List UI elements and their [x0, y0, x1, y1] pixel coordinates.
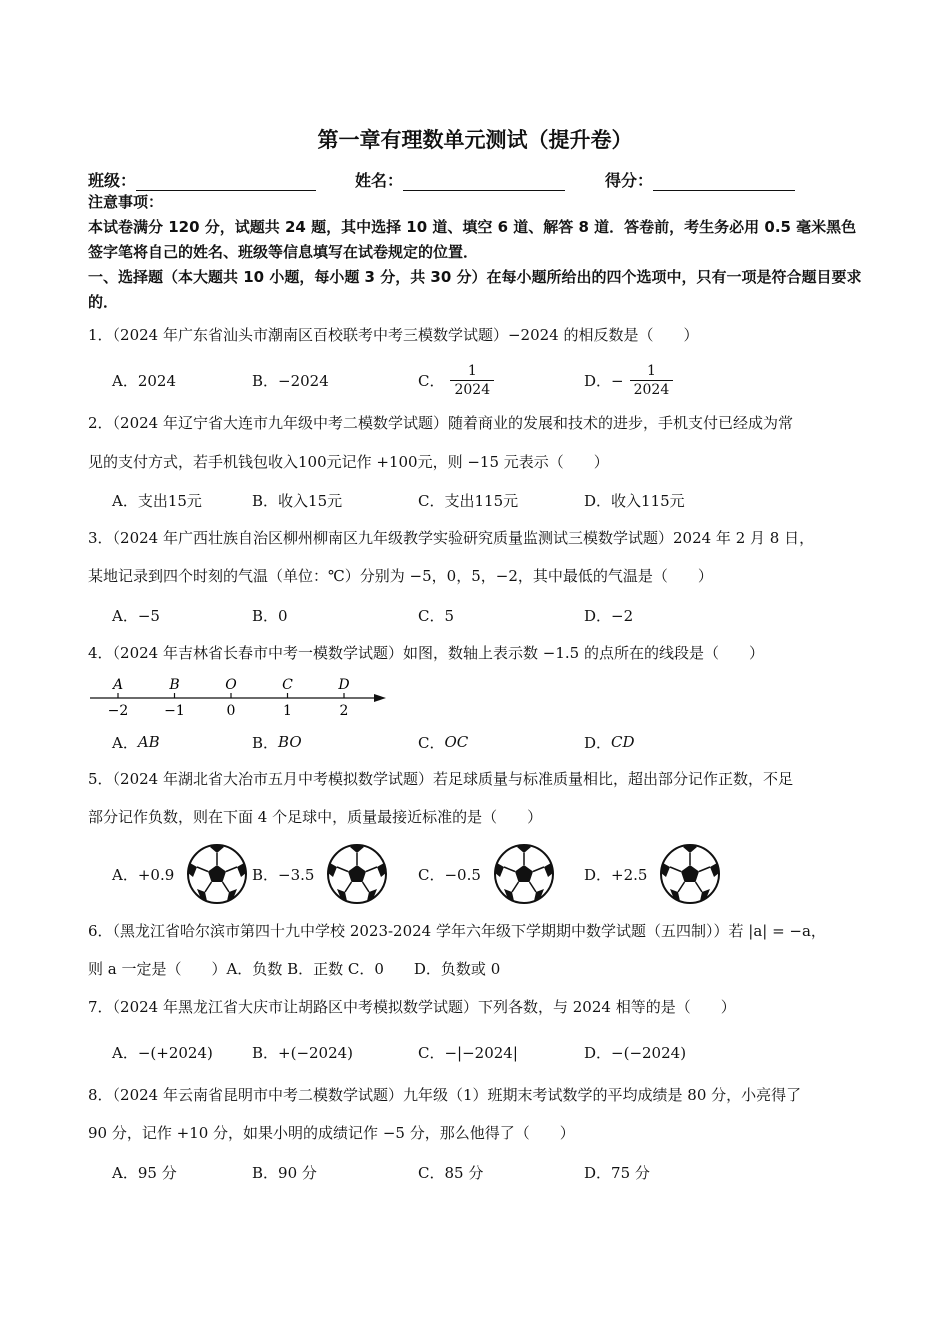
q5-c-label: C．−0.5: [418, 865, 481, 884]
q1-option-b[interactable]: B．−2024: [252, 371, 329, 390]
number-line-figure: [88, 672, 398, 722]
soccer-ball-icon: [186, 843, 248, 905]
q1-option-d[interactable]: [584, 363, 673, 398]
q3-option-a[interactable]: A．−5: [112, 606, 160, 625]
q8-option-b[interactable]: B．90 分: [252, 1163, 317, 1182]
q3-option-b[interactable]: B．0: [252, 606, 288, 625]
question-4-options: [112, 732, 872, 752]
student-info-row: [88, 168, 868, 191]
q7-option-b[interactable]: B．+(−2024): [252, 1043, 354, 1062]
section-heading: 一、选择题（本大题共 10 小题，每小题 3 分，共 30 分）在每小题所给出的四个选项中，只有一项是符合题目要求的．: [88, 268, 862, 311]
question-3-options: [112, 605, 872, 625]
question-3-line1: 3．（2024 年广西壮族自治区柳州柳南区九年级教学实验研究质量监测试三模数学试题）2024 年 2 月 8 日，: [88, 529, 815, 547]
q1-c-denominator: 2024: [450, 380, 494, 398]
q4-b-value: BO: [278, 733, 302, 751]
q1-d-prefix: D．−: [584, 371, 624, 390]
number-line-point-label: B: [169, 677, 180, 693]
q4-c-value: OC: [444, 733, 469, 751]
q3-option-d[interactable]: D．−2: [584, 606, 634, 625]
number-line-tick-label: 2: [339, 703, 349, 719]
q2-option-a[interactable]: A．支出15元: [112, 491, 202, 510]
name-field: [355, 168, 605, 191]
class-label: 班级：: [88, 171, 137, 190]
q4-d-prefix: D．: [584, 733, 612, 752]
name-blank[interactable]: [403, 174, 565, 191]
class-field: [88, 168, 355, 191]
notice-text: 本试卷满分 120 分，试题共 24 题，其中选择 10 道、填空 6 道、解答 8 道．答卷前，考生务必用 0.5 毫米黑色签字笔将自己的姓名、班级等信息填写在试卷规定的位置．: [88, 218, 857, 261]
number-line-tick-label: 1: [283, 703, 292, 719]
question-5-line1: 5．（2024 年湖北省大冶市五月中考模拟数学试题）若足球质量与标准质量相比，超出部分记作正数，不足: [88, 770, 793, 788]
q1-d-numerator: 1: [646, 362, 656, 379]
number-line-point-label: C: [282, 677, 293, 693]
q2-option-d[interactable]: D．收入115元: [584, 491, 685, 510]
question-6-line2: 则 a 一定是（ ）A．负数 B．正数 C．0 D．负数或 0: [88, 960, 501, 978]
q5-b-label: B．−3.5: [252, 865, 315, 884]
question-2-line1: 2．（2024 年辽宁省大连市九年级中考二模数学试题）随着商业的发展和技术的进步，手机支付已经成为常: [88, 414, 793, 432]
question-1-stem: 1．（2024 年广东省汕头市潮南区百校联考中考三模数学试题）−2024 的相反数是（ ）: [88, 326, 699, 344]
q4-c-prefix: C．: [418, 733, 445, 752]
q5-option-b[interactable]: [252, 842, 388, 906]
question-4-stem: 4．（2024 年吉林省长春市中考一模数学试题）如图，数轴上表示数 −1.5 的点所在的线段是（ ）: [88, 644, 764, 662]
number-line-tick-label: −2: [107, 703, 129, 719]
q8-option-d[interactable]: D．75 分: [584, 1163, 650, 1182]
q7-option-c[interactable]: C．−|−2024|: [418, 1043, 518, 1062]
q4-option-a[interactable]: [112, 732, 160, 753]
question-6-line1: 6．（黑龙江省哈尔滨市第四十九中学校 2023-2024 学年六年级下学期期中数学试题（五四制））若 |a| = −a，: [88, 922, 826, 940]
q1-d-fraction: [630, 363, 674, 398]
number-line-point-label: O: [225, 677, 237, 693]
q7-option-d[interactable]: D．−(−2024): [584, 1043, 687, 1062]
q4-a-value: AB: [137, 733, 160, 751]
score-blank[interactable]: [653, 174, 795, 191]
score-field: [605, 168, 795, 191]
q4-option-c[interactable]: [418, 732, 468, 753]
question-8-line1: 8．（2024 年云南省昆明市中考二模数学试题）九年级（1）班期末考试数学的平均成绩是 80 分，小亮得了: [88, 1086, 802, 1104]
q8-option-a[interactable]: A．95 分: [112, 1163, 177, 1182]
q1-c-fraction: [450, 363, 494, 398]
question-2-options: [112, 490, 872, 510]
question-3-line2: 某地记录到四个时刻的气温（单位：℃）分别为 −5，0，5，−2，其中最低的气温是（ ）: [88, 567, 713, 585]
soccer-ball-icon: [659, 843, 721, 905]
question-5-line2: 部分记作负数，则在下面 4 个足球中，质量最接近标准的是（ ）: [88, 808, 543, 826]
notice-heading: 注意事项：: [88, 193, 164, 211]
soccer-ball-icon: [326, 843, 388, 905]
soccer-ball-icon: [493, 843, 555, 905]
q7-option-a[interactable]: A．−(+2024): [112, 1043, 213, 1062]
q1-c-prefix: C．: [418, 371, 445, 390]
q5-option-d[interactable]: [584, 842, 721, 906]
q5-a-label: A．+0.9: [112, 865, 175, 884]
q3-option-c[interactable]: C．5: [418, 606, 455, 625]
q5-d-label: D．+2.5: [584, 865, 648, 884]
number-line-tick-label: 0: [226, 703, 236, 719]
page-title: 第一章有理数单元测试（提升卷）: [317, 128, 633, 152]
q1-c-numerator: 1: [467, 362, 477, 379]
score-label: 得分：: [605, 171, 654, 190]
question-7-stem: 7．（2024 年黑龙江省大庆市让胡路区中考模拟数学试题）下列各数，与 2024 相等的是（ ）: [88, 998, 736, 1016]
number-line-arrow: [374, 694, 386, 702]
question-1-options: [112, 360, 872, 400]
q8-option-c[interactable]: C．85 分: [418, 1163, 484, 1182]
q4-d-value: CD: [611, 733, 635, 751]
q4-a-prefix: A．: [112, 733, 138, 752]
question-5-options: [112, 842, 872, 906]
question-7-options: [112, 1042, 872, 1062]
name-label: 姓名：: [355, 171, 404, 190]
q2-option-c[interactable]: C．支出115元: [418, 491, 519, 510]
number-line-tick-label: −1: [164, 703, 185, 719]
q5-option-a[interactable]: [112, 842, 248, 906]
q4-b-prefix: B．: [252, 733, 279, 752]
q5-option-c[interactable]: [418, 842, 555, 906]
q1-option-c[interactable]: [418, 363, 494, 398]
number-line-point-label: A: [112, 677, 124, 693]
class-blank[interactable]: [136, 174, 316, 191]
question-8-options: [112, 1162, 872, 1182]
q4-option-b[interactable]: [252, 732, 302, 753]
q4-option-d[interactable]: [584, 732, 635, 753]
q2-option-b[interactable]: B．收入15元: [252, 491, 343, 510]
number-line-point-label: D: [338, 677, 350, 693]
question-2-line2: 见的支付方式，若手机钱包收入100元记作 +100元，则 −15 元表示（ ）: [88, 453, 609, 471]
question-8-line2: 90 分，记作 +10 分，如果小明的成绩记作 −5 分，那么他得了（ ）: [88, 1124, 575, 1142]
q1-option-a[interactable]: A．2024: [112, 371, 177, 390]
q1-d-denominator: 2024: [630, 380, 674, 398]
